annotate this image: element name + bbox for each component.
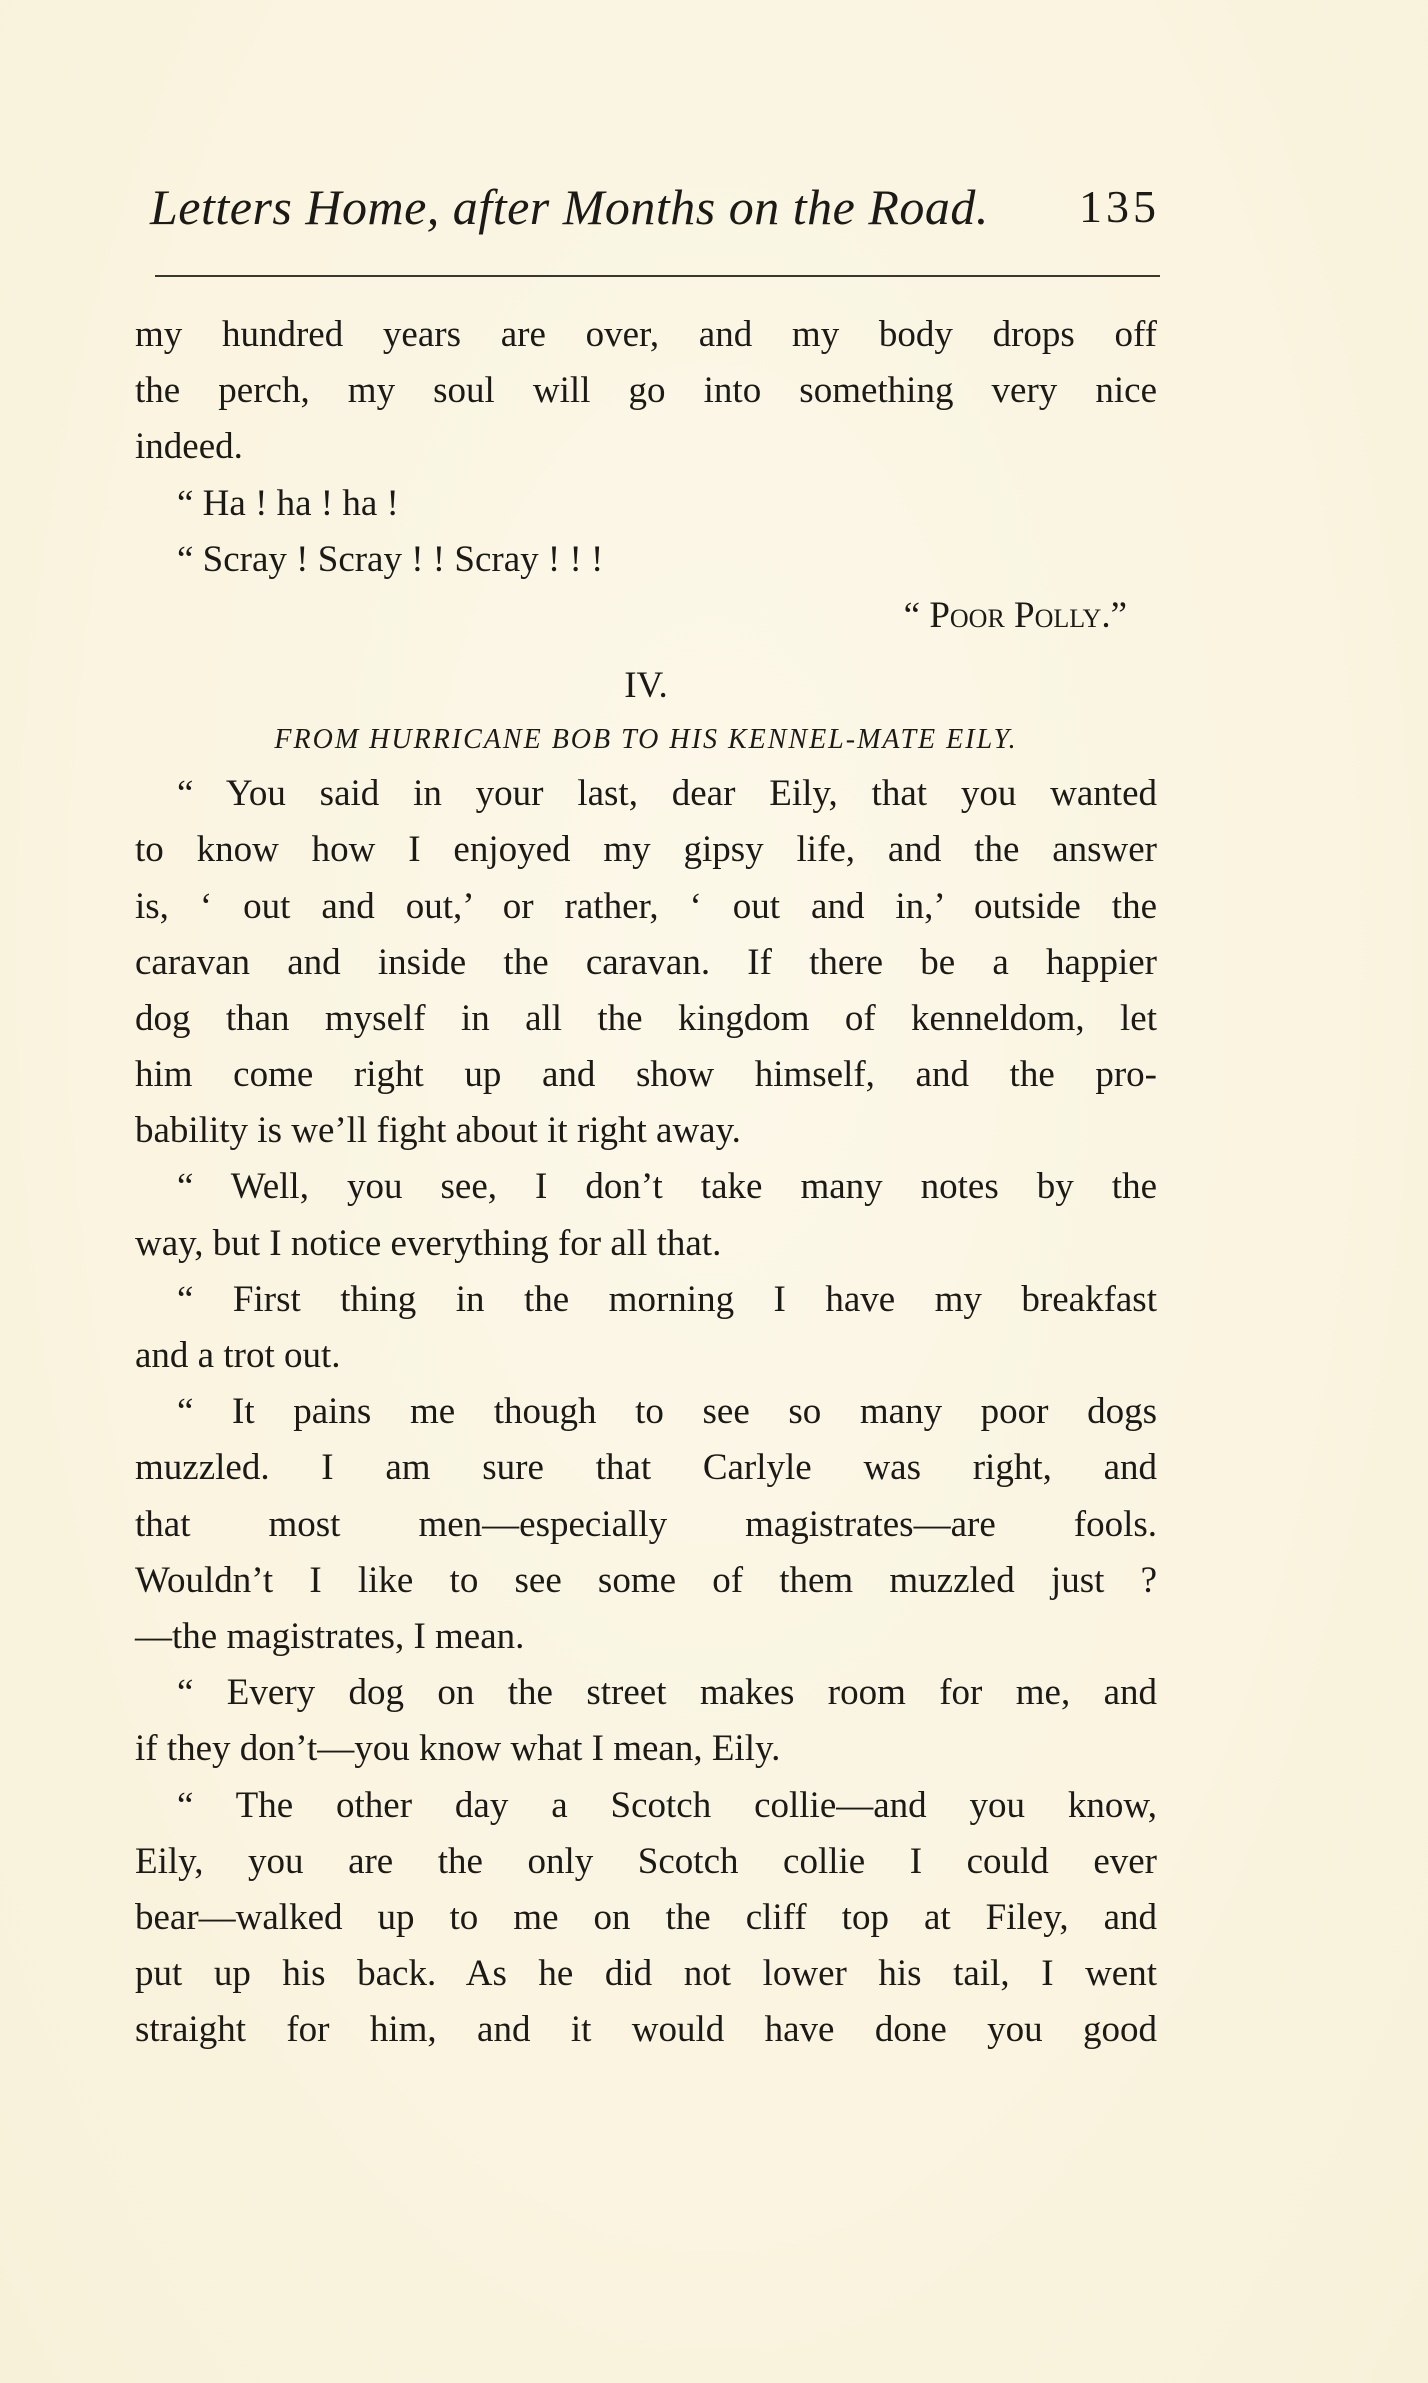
- text-line: dog than myself in all the kingdom of kenneldom, let: [135, 997, 1157, 1039]
- text-line: put up his back. As he did not lower his tail, I went: [135, 1953, 1157, 1995]
- text-line: “ Well, you see, I don’t take many notes by the: [177, 1166, 1157, 1208]
- text-line: “ You said in your last, dear Eily, that you wanted: [177, 773, 1157, 815]
- text-line: if they don’t—you know what I mean, Eily.: [135, 1728, 781, 1770]
- header-rule: [155, 275, 1160, 277]
- text-line: him come right up and show himself, and the pro-: [135, 1054, 1157, 1096]
- page-number: 135: [1079, 181, 1160, 232]
- text-line: Wouldn’t I like to see some of them muzzled just ?: [135, 1559, 1157, 1601]
- running-head: [150, 178, 1160, 258]
- text-line: “ The other day a Scotch collie—and you know,: [177, 1784, 1157, 1826]
- text-line: “ Ha ! ha ! ha !: [177, 482, 399, 524]
- section-subtitle: FROM HURRICANE BOB TO HIS KENNEL-MATE EILY.: [274, 724, 1018, 756]
- text-line: way, but I notice everything for all that.: [135, 1222, 722, 1264]
- section-numeral: IV.: [624, 665, 668, 707]
- text-line: indeed.: [135, 426, 243, 468]
- text-line: my hundred years are over, and my body drops off: [135, 314, 1157, 355]
- running-head-title: Letters Home, after Months on the Road.: [150, 179, 989, 235]
- text-line: that most men—especially magistrates—are fools.: [135, 1503, 1157, 1545]
- text-line: —the magistrates, I mean.: [135, 1615, 525, 1657]
- letter-signature: “ Poor Polly.”: [903, 594, 1127, 636]
- text-line: “ It pains me though to see so many poor dogs: [177, 1391, 1157, 1433]
- text-line: “ Every dog on the street makes room for me, and: [177, 1672, 1157, 1714]
- text-line: muzzled. I am sure that Carlyle was right, and: [135, 1447, 1157, 1489]
- body-text: [135, 307, 1157, 2058]
- text-line: bability is we’ll fight about it right away.: [135, 1110, 741, 1152]
- text-line: straight for him, and it would have done you good: [135, 2009, 1157, 2051]
- text-line: is, ‘ out and out,’ or rather, ‘ out and in,’ outside the: [135, 885, 1157, 927]
- text-line: and a trot out.: [135, 1335, 341, 1376]
- text-line: “ Scray ! Scray ! ! Scray ! ! !: [177, 538, 604, 580]
- text-line: the perch, my soul will go into something very nice: [135, 370, 1157, 412]
- text-line: caravan and inside the caravan. If there be a happier: [135, 941, 1157, 983]
- text-line: “ First thing in the morning I have my breakfast: [177, 1278, 1157, 1320]
- text-line: bear—walked up to me on the cliff top at Filey, and: [135, 1896, 1157, 1938]
- text-line: to know how I enjoyed my gipsy life, and the answer: [135, 829, 1157, 871]
- text-line: Eily, you are the only Scotch collie I could ever: [135, 1840, 1157, 1882]
